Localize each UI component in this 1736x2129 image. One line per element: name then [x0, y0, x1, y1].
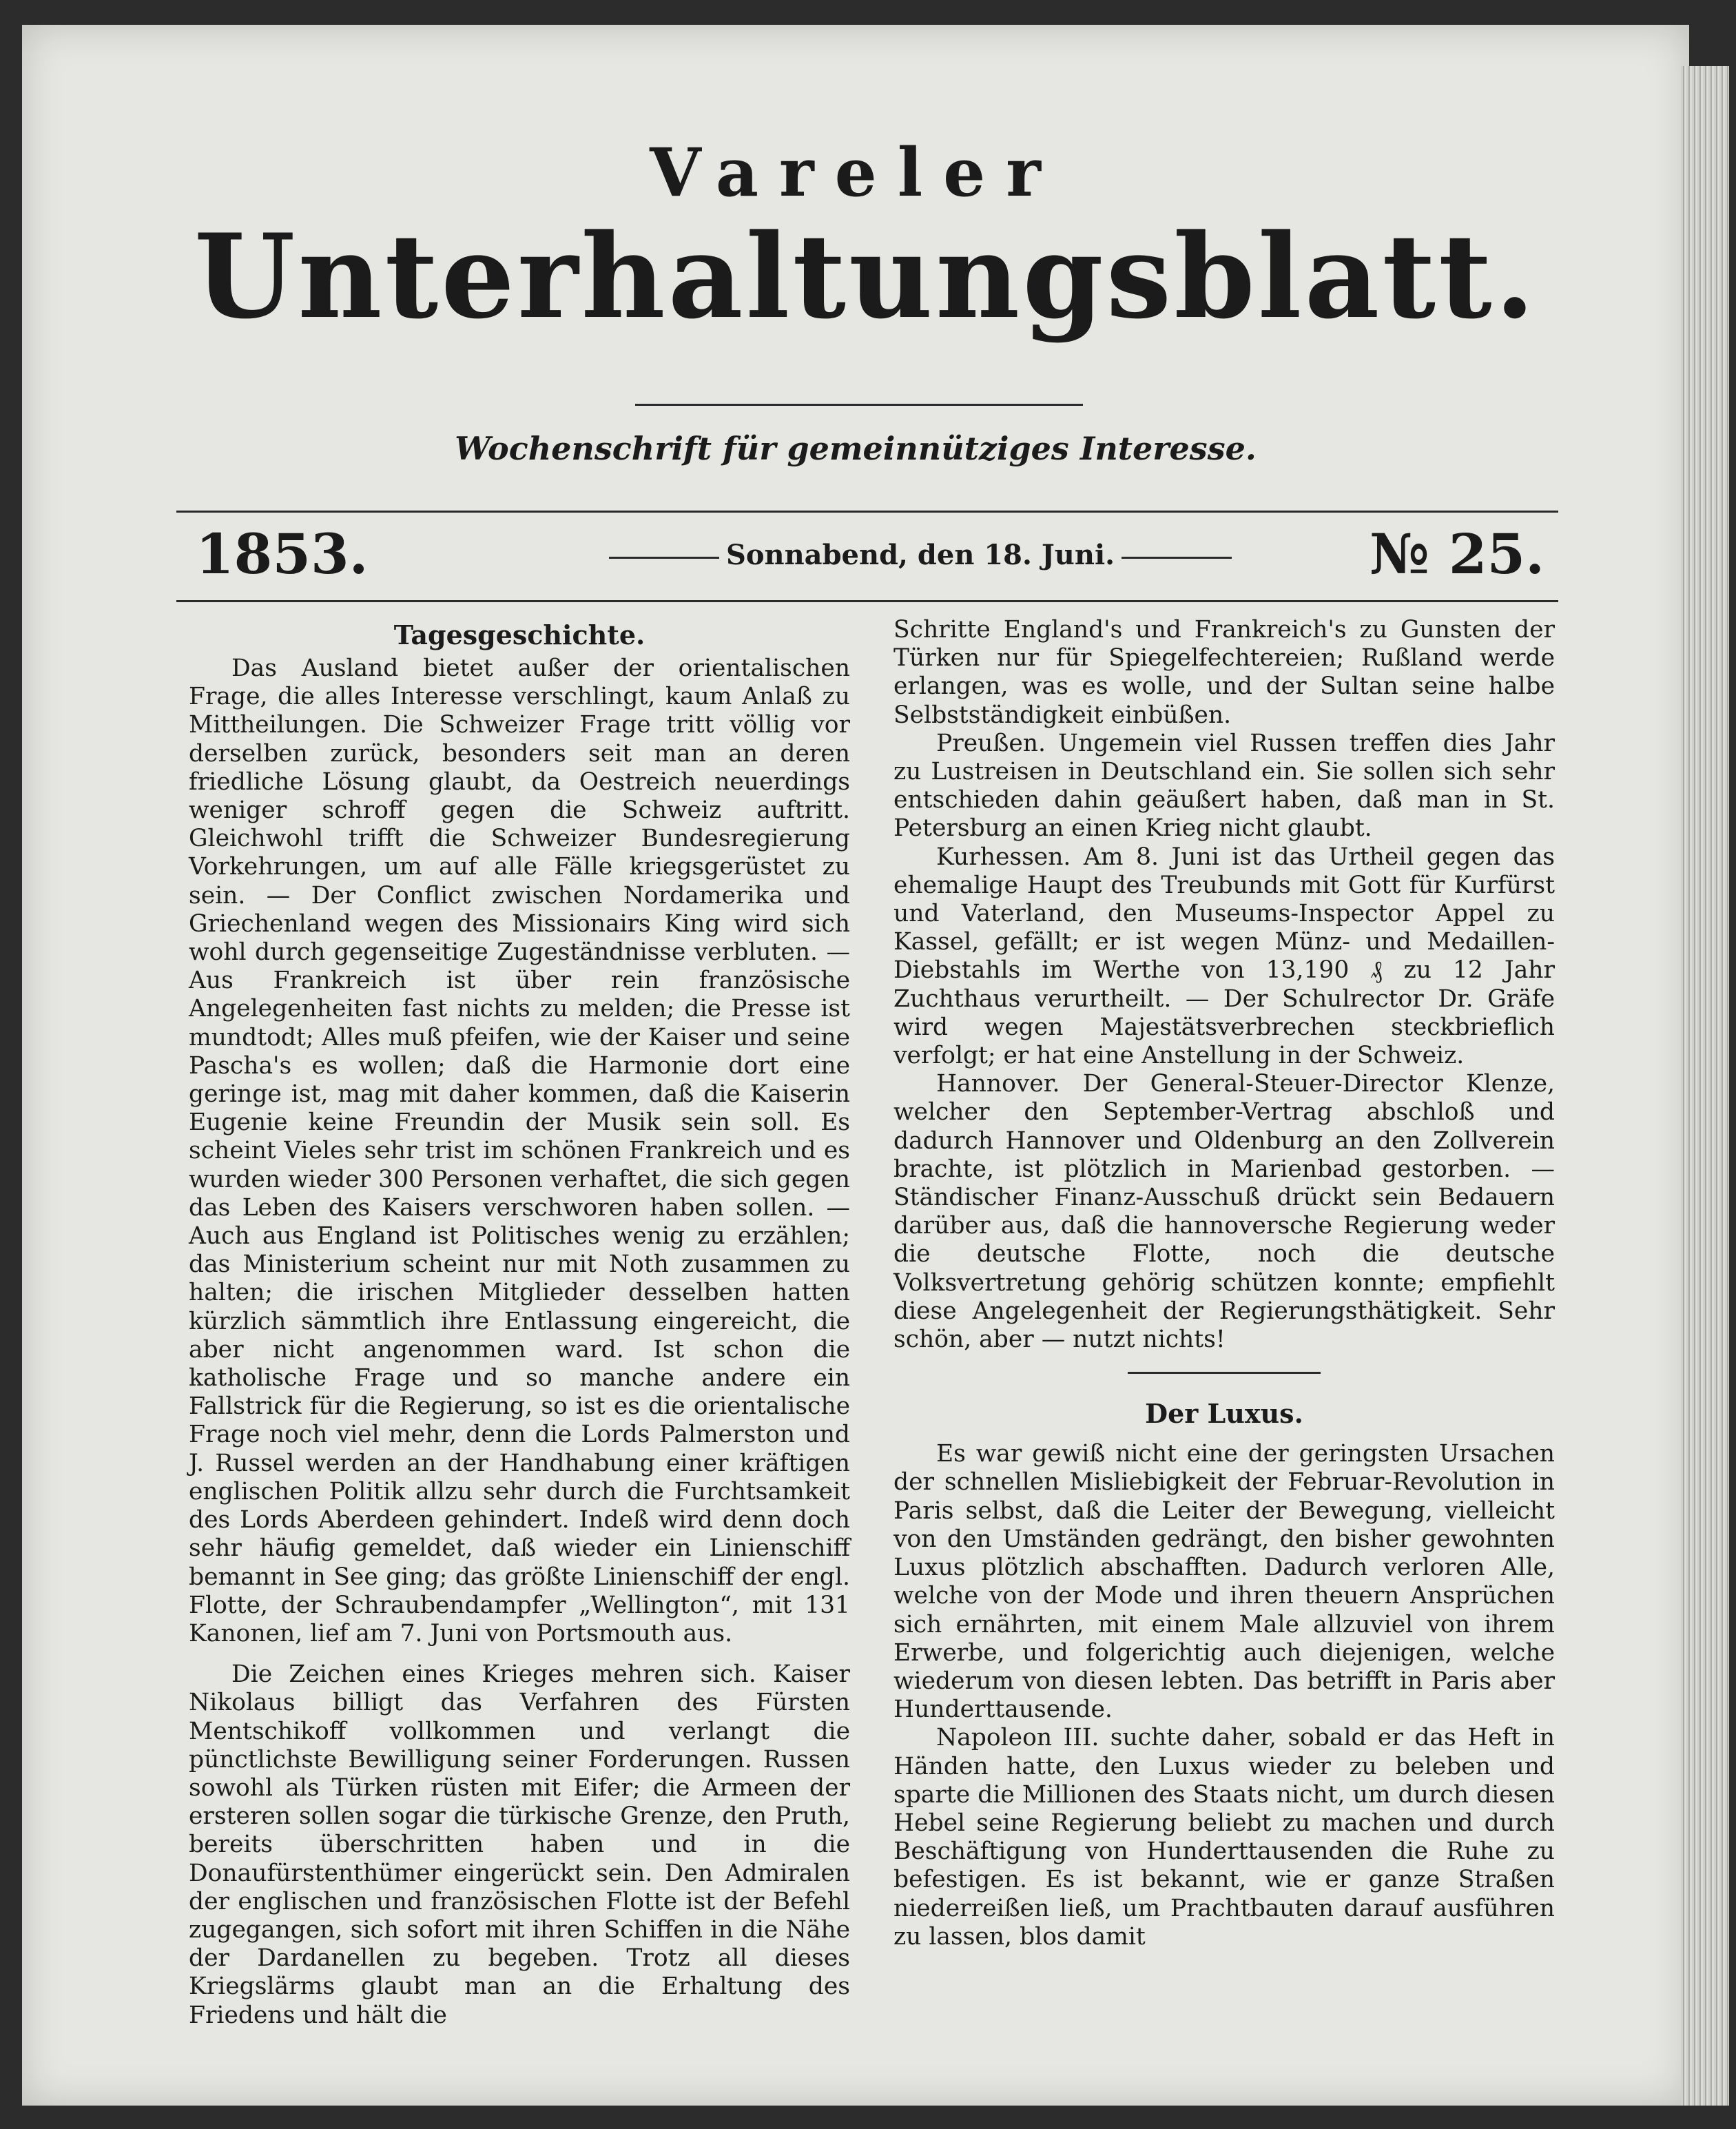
right-column [893, 616, 1555, 1951]
issue-date: Sonnabend, den 18. Juni. [725, 539, 1115, 571]
article-paragraph: Es war gewiß nicht eine der geringsten Ursachen der schnellen Misliebigkeit der Februar-Revolution in Paris selbst, daß die Leiter der Bewegung, vielleicht von den Umständen gedrängt, den bisher gewohnten Luxus plötzlich abschafften. Dadurch verloren Alle, welche von der Mode und ihren theuern Ansprüchen sich ernährten, mit einem Male allzuviel von ihrem Erwerbe, und folgerichtig auch diejenigen, welche wiederum von diesen lebten. Das betrifft in Paris aber Hunderttausende. [893, 1440, 1555, 1724]
issue-year: 1853. [196, 522, 369, 586]
dateline-top-rule [176, 511, 1558, 513]
newspaper-page [22, 25, 1689, 2106]
masthead-divider [635, 404, 1083, 406]
section-divider [1128, 1372, 1321, 1374]
article-paragraph: Die Zeichen eines Krieges mehren sich. Kaiser Nikolaus billigt das Verfahren des Fürsten Mentschikoff vollkommen und verlangt die pünctlichste Bewilligung seiner Forderungen. Russen sowohl als Türken rüsten mit Eifer; die Armeen der ersteren sollen sogar die türkische Grenze, den Pruth, bereits überschritten haben und in die Donaufürstenthümer eingerückt sein. Den Admiralen der englischen und französischen Flotte ist der Befehl zugegangen, sich sofort mit ihren Schiffen in die Nähe der Dardanellen zu begeben. Trotz all dieses Kriegslärms glaubt man an die Erhaltung des Friedens und hält die [189, 1660, 850, 2029]
masthead-town-name: Vareler [650, 134, 1062, 212]
article-paragraph: Das Ausland bietet außer der orientalischen Frage, die alles Interesse verschlingt, kaum Anlaß zu Mittheilungen. Die Schweizer Frage tritt völlig vor derselben zurück, besonders seit man an deren friedliche Lösung glaubt, da Oestreich neuerdings weniger schroff gegen die Schweiz auftritt. Gleichwohl trifft die Schweizer Bundesregierung Vorkehrungen, um auf alle Fälle kriegsgerüstet zu sein. — Der Conflict zwischen Nordamerika und Griechenland wegen des Missionairs King wird sich wohl durch gegenseitige Zugeständnisse verbluten. — Aus Frankreich ist über rein französische Angelegenheiten fast nichts zu melden; die Presse ist mundtodt; Alles muß pfeifen, wie der Kaiser und seine Pascha's es wollen; daß die Harmonie dort eine geringe ist, mag mit daher kommen, daß die Kaiserin Eugenie keine Freundin der Musik sein soll. Es scheint Vieles sehr trist im schönen Frankreich und es wurden wieder 300 Personen verhaftet, die sich gegen das Leben des Kaisers verschworen haben sollen. — Auch aus England ist Politisches wenig zu erzählen; das Ministerium scheint nur mit Noth zusammen zu halten; die irischen Mitglieder desselben hatten kürzlich sämmtlich ihre Entlassung eingereicht, die aber nicht angenommen ward. Ist schon die katholische Frage und so manche andere ein Fallstrick für die Regierung, so ist es die orientalische Frage noch viel mehr, denn die Lords Palmerston und J. Russel werden an der Handhabung einer kräftigen englischen Politik allzu sehr durch die Furchtsamkeit des Lords Aberdeen gehindert. Indeß wird denn doch sehr häufig gemeldet, daß wieder ein Linienschiff bemannt in See ging; das größte Linienschiff der engl. Flotte, der Schraubendampfer „Wellington“, mit 131 Kanonen, lief am 7. Juni von Portsmouth aus. [189, 655, 850, 1647]
page-stack-edge [1681, 66, 1729, 2106]
masthead-subtitle: Wochenschrift für gemeinnütziges Interesse. [455, 430, 1257, 467]
article-paragraph: Napoleon III. suchte daher, sobald er das Heft in Händen hatte, den Luxus wieder zu beleben und sparte die Millionen des Staats nicht, um durch diesen Hebel seine Regierung beliebt zu machen und durch Beschäftigung von Hunderttausenden die Ruhe zu befestigen. Es ist bekannt, wie er ganze Straßen niederreißen ließ, um Prachtbauten darauf ausführen zu lassen, blos damit [893, 1724, 1555, 1951]
section-heading-tagesgeschichte: Tagesgeschichte. [393, 619, 645, 650]
left-column [189, 616, 850, 2030]
section-heading-luxus: Der Luxus. [1145, 1398, 1303, 1430]
article-paragraph: Hannover. Der General-Steuer-Director Klenze, welcher den September-Vertrag abschloß und dadurch Hannover und Oldenburg an den Zollverein brachte, ist plötzlich in Marienbad gestorben. — Ständischer Finanz-Ausschuß drückt sein Bedauern darüber aus, daß die hannoversche Regierung weder die deutsche Flotte, noch die deutsche Volksvertretung gehörig schützen konnte; empfiehlt diese Angelegenheit der Regierungsthätigkeit. Sehr schön, aber — nutzt nichts! [893, 1070, 1555, 1354]
dateline-left-ornament [609, 557, 719, 559]
issue-date-block [548, 535, 1292, 576]
masthead-title: Unterhaltungsblatt. [194, 208, 1538, 344]
issue-number: № 25. [1370, 522, 1544, 586]
article-paragraph: Preußen. Ungemein viel Russen treffen dies Jahr zu Lustreisen in Deutschland ein. Sie sollen sich sehr entschieden dahin geäußert haben, daß man in St. Petersburg an einen Krieg nicht glaubt. [893, 729, 1555, 843]
article-paragraph: Kurhessen. Am 8. Juni ist das Urtheil gegen das ehemalige Haupt des Treubunds mit Gott für Kurfürst und Vaterland, den Museums-Inspector Appel zu Kassel, gefällt; er ist wegen Münz- und Medaillen-Diebstahls im Werthe von 13,190 ₰ zu 12 Jahr Zuchthaus verurtheilt. — Der Schulrector Dr. Gräfe wird wegen Majestätsverbrechen steckbrieflich verfolgt; er hat eine Anstellung in der Schweiz. [893, 843, 1555, 1070]
dateline-right-ornament [1122, 557, 1232, 559]
dateline [176, 520, 1558, 595]
dateline-bottom-rule [176, 600, 1558, 602]
article-paragraph: Schritte England's und Frankreich's zu Gunsten der Türken nur für Spiegelfechtereien; Rußland werde erlangen, was es wolle, und der Sultan seine halbe Selbstständigkeit einbüßen. [893, 616, 1555, 729]
